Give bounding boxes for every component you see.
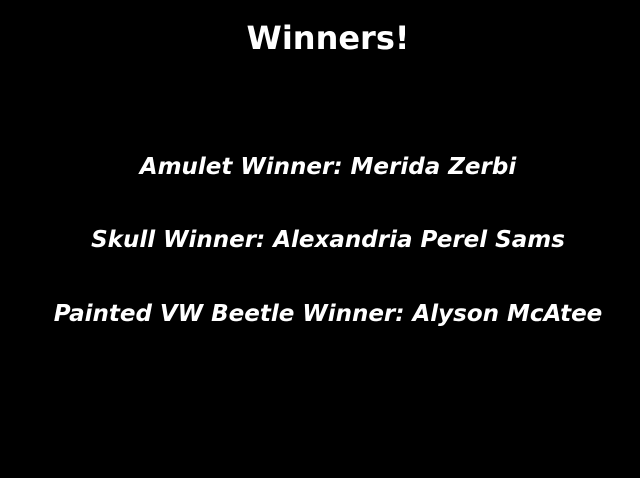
slide-title: Winners! [246, 19, 410, 57]
winner-amulet: Amulet Winner: Merida Zerbi [139, 154, 517, 180]
winner-painted-vw-beetle: Painted VW Beetle Winner: Alyson McAtee [53, 301, 603, 327]
winner-skull: Skull Winner: Alexandria Perel Sams [91, 227, 565, 253]
